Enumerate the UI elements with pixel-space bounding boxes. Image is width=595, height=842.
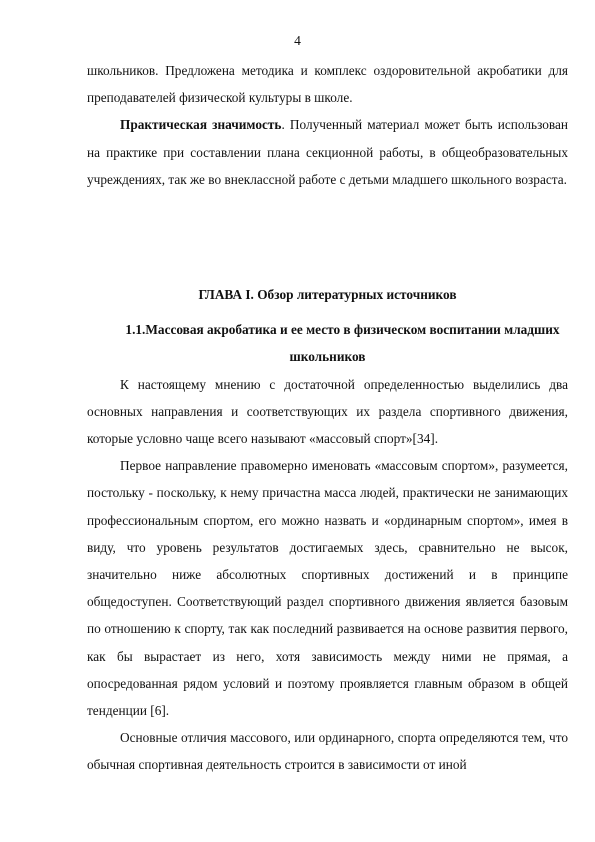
- practical-significance-paragraph: [87, 111, 568, 193]
- practical-significance-label: Практическая значимость: [120, 117, 282, 133]
- body-paragraph-2: Первое направление правомерно именовать «массовым спортом», разумеется, постольку - поскольку, к нему причастна масса людей, практически не занимающих профессиональным спортом, его можно назвать и «ординарным спортом», имея в виду, что уровень результатов достигаемых здесь, сравнительно не высок, значительно ниже абсолютных спортивных достижений и в принципе общедоступен. Соответствующий раздел спортивного движения является базовым по отношению к спорту, так как последний развивается на основе развития первого, как бы вырастает из него, хотя зависимость между ними не прямая, а опосредованная рядом условий и поэтому проявляется главным образом в общей тенденции [6].: [87, 458, 568, 719]
- body-paragraph-1: К настоящему мнению с достаточной определенностью выделились два основных направления и соответствующих их раздела спортивного движения, которые условно чаще всего называют «массовый спорт»[34].: [87, 376, 568, 447]
- page-number: 4: [294, 33, 301, 48]
- section-spacer: [87, 203, 568, 281]
- chapter-title: ГЛАВА I. Обзор литературных источников: [198, 287, 457, 303]
- intro-paragraph: школьников. Предложена методика и комплекс оздоровительной акробатики для преподавателей физической культуры в школе.: [87, 63, 568, 106]
- document-body: [87, 57, 568, 779]
- section-title: 1.1.Массовая акробатика и ее место в физическом воспитании младших школьников: [125, 322, 560, 365]
- body-paragraph-3: Основные отличия массового, или ординарного, спорта определяются тем, что обычная спортивная деятельность строится в зависимости от иной: [87, 730, 568, 773]
- practical-significance-text: . Полученный материал может быть использован на практике при составлении плана секционной работы, в общеобразовательных учреждениях, так же во внеклассной работе с детьми младшего школьного возраста.: [87, 117, 569, 187]
